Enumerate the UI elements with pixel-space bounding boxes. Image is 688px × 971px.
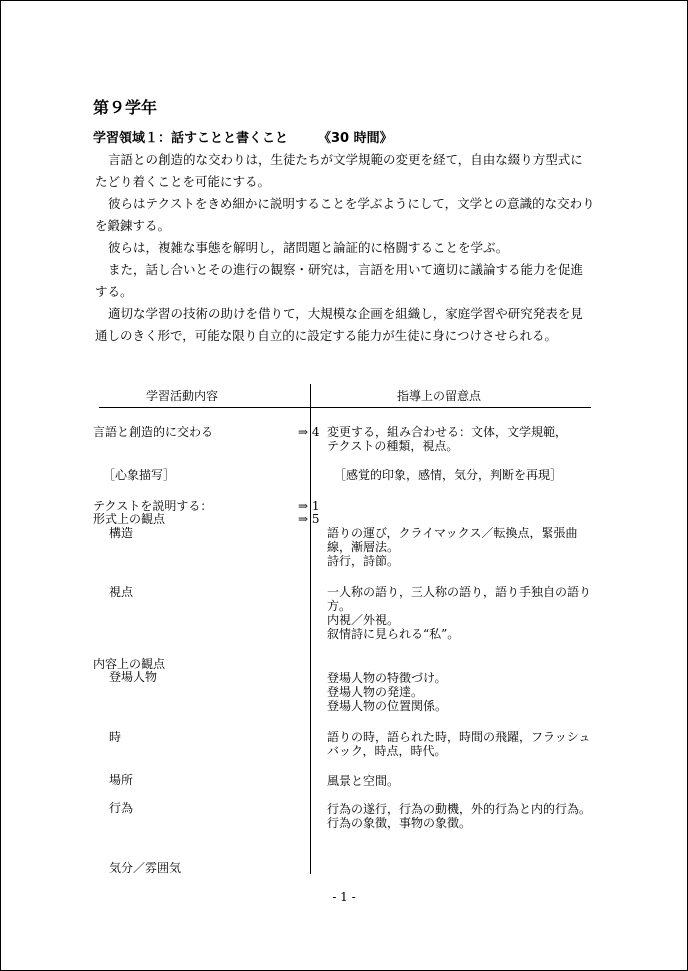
grade-title: 第９学年 — [93, 98, 158, 117]
intro-paragraph: また，話し合いとその進行の観察・研究は，言語を用いて適切に議論する能力を促進する。 — [95, 262, 584, 299]
domain-title: 学習領域１：話すことと書くこと — [93, 131, 289, 146]
column-header-notes: 指導上の留意点 — [397, 389, 482, 403]
activity-label: 行為 — [109, 801, 134, 815]
guidance-note: 登場人物の特徴づけ。 登場人物の発達。 登場人物の位置関係。 — [327, 671, 448, 713]
guidance-note: 一人称の語り，三人称の語り，語り手独自の語り方。 内視／外視。 叙情詩に見られる“私”。 — [327, 585, 592, 641]
intro-paragraph: 彼らは，複雑な事態を解明し，諸問題と論証的に格闘することを学ぶ。 — [108, 240, 509, 255]
activity-label: 内容上の観点 — [93, 657, 166, 671]
intro-paragraph: 言語との創造的な交わりは，生徒たちが文学規範の変更を経て，自由な綴り方型式にたどり着くことを可能にする。 — [95, 152, 583, 189]
intro-text — [95, 149, 595, 347]
cross-reference: ⇒ 4 — [298, 425, 320, 439]
guidance-note: 変更する，組み合わせる：文体，文学規範， テクストの種類，視点。 — [327, 425, 568, 453]
guidance-note: 語りの運び，クライマックス／転換点，緊張曲線，漸層法。 詩行，詩節。 — [327, 526, 578, 568]
intro-paragraph: 適切な学習の技術の助けを借りて，大規模な企画を組織し，家庭学習や研究発表を見通しのきく形で，可能な限り自立的に設定する能力が生徒に身につけさせられる。 — [95, 306, 583, 343]
guidance-note: 語りの時，語られた時，時間の飛躍，フラッシュバック，時点，時代。 — [327, 730, 591, 758]
activity-label: 言語と創造的に交わる — [93, 425, 214, 439]
intro-paragraph: 彼らはテクストをきめ細かに説明することを学ぶようにして，文学との意識的な交わりを鍛錬する。 — [95, 196, 595, 233]
column-divider — [310, 384, 311, 874]
column-header-activities: 学習活動内容 — [146, 389, 219, 403]
domain-hours: 《30 時間》 — [318, 131, 393, 146]
guidance-note: 風景と空間。 — [327, 774, 400, 788]
cross-reference: ⇒ 5 — [298, 512, 320, 526]
page-number: - 1 - — [332, 890, 356, 904]
activity-label: 場所 — [109, 773, 134, 787]
domain-heading — [93, 127, 393, 146]
activity-label: ［心象描写］ — [103, 468, 176, 482]
activity-label: テクストを説明する： — [93, 499, 213, 513]
activity-label: 形式上の観点 — [93, 512, 166, 526]
activity-label: 時 — [109, 730, 122, 744]
cross-reference: ⇒ 1 — [298, 499, 320, 513]
guidance-note: 行為の遂行，行為の動機，外的行為と内的行為。 行為の象徴，事物の象徴。 — [327, 802, 592, 830]
activity-label: 登場人物 — [109, 670, 158, 684]
activity-label: 気分／雰囲気 — [109, 861, 182, 875]
header-divider — [99, 407, 591, 408]
guidance-note: ［感覚的印象，感情，気分，判断を再現］ — [334, 468, 563, 482]
activity-label: 構造 — [109, 526, 134, 540]
activity-label: 視点 — [109, 585, 134, 599]
